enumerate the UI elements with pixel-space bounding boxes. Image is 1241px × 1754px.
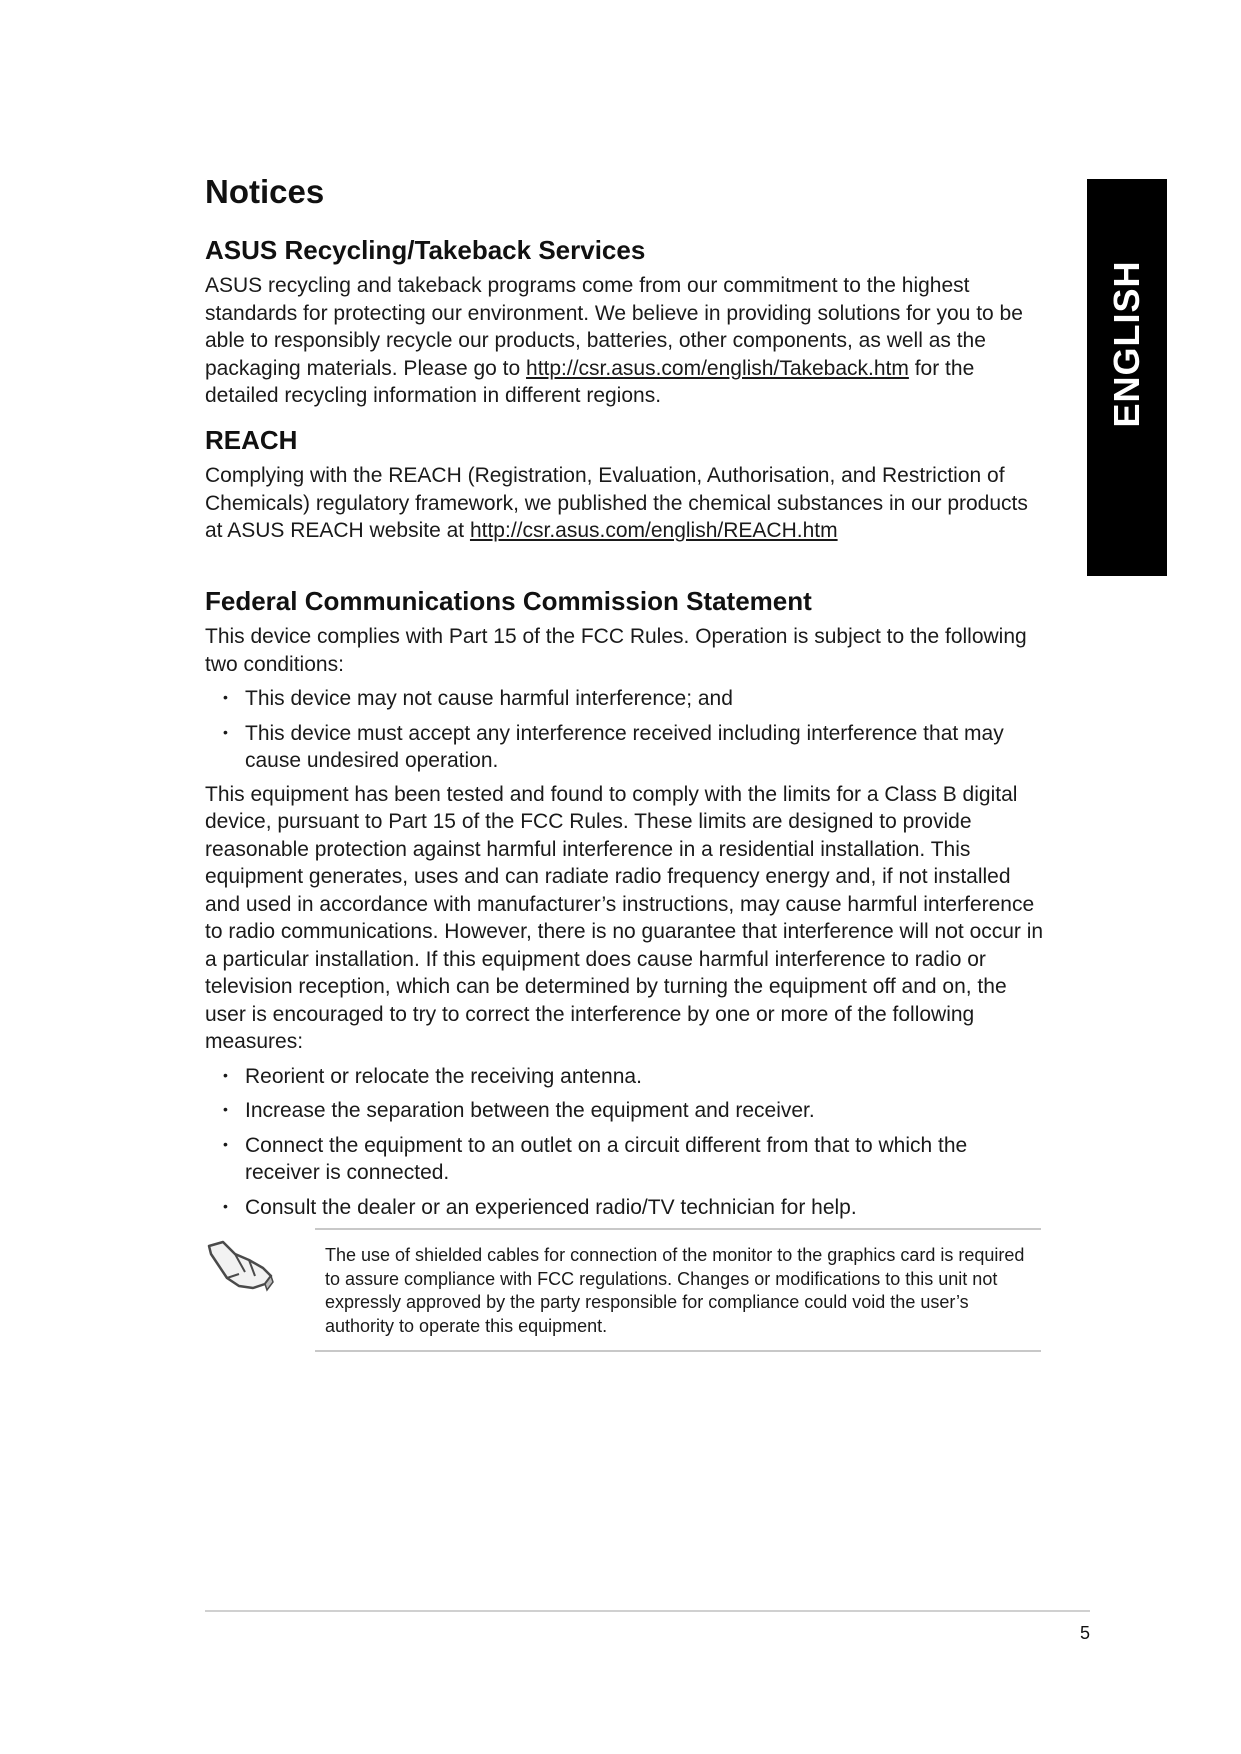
bullet-icon: • [223,1101,228,1118]
page-title: Notices [205,173,325,210]
fcc-section [205,585,1045,1222]
list-item: • Consult the dealer or an experienced radio/TV technician for help. [205,1193,1045,1222]
hand-pointer-icon [205,1236,275,1296]
note-box [315,1228,1041,1352]
fcc-conditions-list [205,684,1045,775]
list-item: • Connect the equipment to an outlet on a circuit different from that to which the receiver is connected. [205,1131,1045,1187]
reach-link[interactable]: http://csr.asus.com/english/REACH.htm [469,519,838,543]
bullet-icon: • [223,689,228,706]
recycling-section [205,234,1045,410]
list-item: • Increase the separation between the equipment and receiver. [205,1096,1045,1125]
reach-paragraph [205,462,1045,545]
footer-divider [205,1610,1090,1612]
bullet-icon: • [223,1197,228,1214]
fcc-intro: This device complies with Part 15 of the FCC Rules. Operation is subject to the following two conditions: [205,625,1027,676]
reach-text-before: Complying with the REACH (Registration, Evaluation, Authorisation, and Restriction of Chemicals) regulatory framework, we published the chemical substances in our products at ASUS REACH website at [205,464,1028,543]
recycling-paragraph [205,272,1045,410]
fcc-measures-list [205,1062,1045,1222]
recycling-heading: ASUS Recycling/Takeback Services [205,234,646,265]
takeback-link[interactable]: http://csr.asus.com/english/Takeback.htm [526,356,909,380]
list-item: • Reorient or relocate the receiving antenna. [205,1062,1045,1091]
fcc-heading: Federal Communications Commission Statement [205,585,812,616]
language-tab-label: ENGLISH [1106,260,1147,428]
list-item: • This device must accept any interference received including interference that may cause undesired operation. [205,719,1045,775]
recycling-text-after: for the detailed recycling information in different regions. [205,356,975,408]
language-tab [1087,179,1167,576]
reach-section [205,424,1045,545]
bullet-icon: • [223,723,228,740]
list-item: • This device may not cause harmful interference; and [205,684,1045,713]
recycling-text-before: ASUS recycling and takeback programs come from our commitment to the highest standards for protecting our environment. We believe in providing solutions for you to be able to responsibly recycle our products, batteries, other components, as well as the packaging materials. Please go to [205,274,1023,380]
bullet-icon: • [223,1066,228,1083]
reach-heading: REACH [205,424,298,455]
note-text: The use of shielded cables for connection of the monitor to the graphics card is required to assure compliance with FCC regulations. Changes or modifications to this unit not expressly approved by the party responsible for compliance could void the user’s authority to operate this equipment. [325,1245,1025,1336]
page-number: 5 [1079,1623,1090,1643]
page-content [205,172,1045,1235]
bullet-icon: • [223,1135,228,1152]
fcc-body: This equipment has been tested and found to comply with the limits for a Class B digital device, pursuant to Part 15 of the FCC Rules. These limits are designed to provide reasonable protection against harmful interference in a residential installation. This equipment generates, uses and can radiate radio frequency energy and, if not installed and used in accordance with manufacturer’s instructions, may cause harmful interference to radio communications. However, there is no guarantee that interference will not occur in a particular installation. If this equipment does cause harmful interference to radio or television reception, which can be determined by turning the equipment off and on, the user is encouraged to try to correct the interference by one or more of the following measures: [205,782,1044,1054]
